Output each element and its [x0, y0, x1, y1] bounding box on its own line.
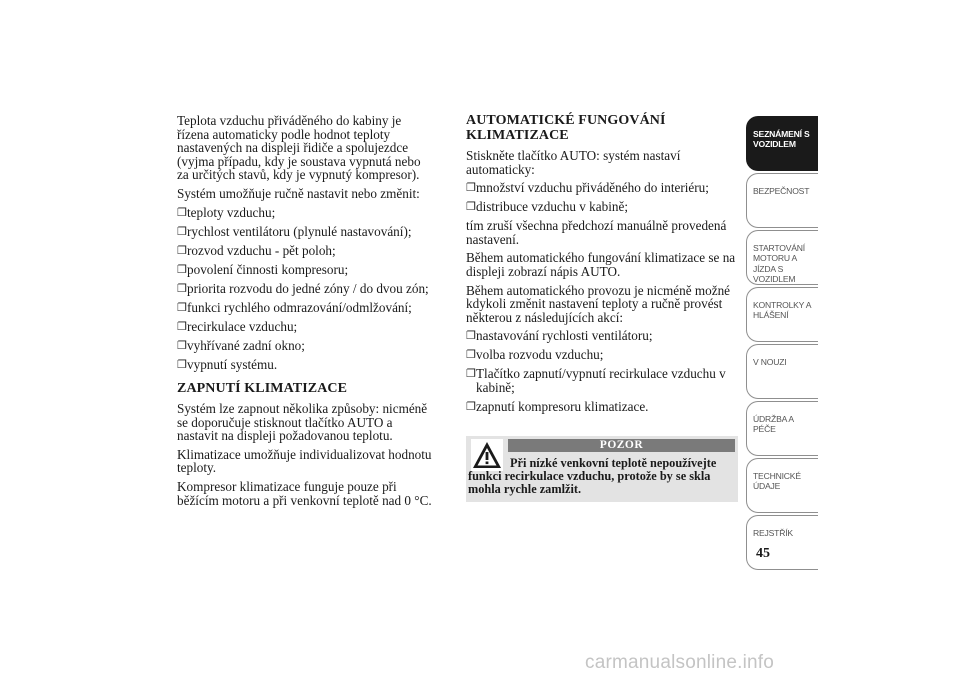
intro-paragraph: Teplota vzduchu přiváděného do kabiny je řízena automaticky podle hodnot teploty nastavených na displeji řidiče a spolujezdce (vyjma případu, kdy je soustava vypnutá nebo za určitých stavů, kdy je vypnutý kompresor).: [177, 113, 421, 183]
left-column: [177, 114, 435, 512]
warning-title: POZOR: [508, 439, 735, 452]
tab-kontrolky[interactable]: KONTROLKY A HLÁŠENÍ: [746, 287, 818, 342]
list-item: ❐ zapnutí kompresoru klimatizace.: [466, 398, 649, 414]
list-item: ❐ povolení činnosti kompresoru;: [177, 261, 349, 277]
manual-intro-paragraph: Systém umožňuje ručně nastavit nebo změnit:: [177, 185, 420, 201]
list-item: ❐ recirkulace vzduchu;: [177, 318, 298, 334]
list-item: ❐ teploty vzduchu;: [177, 204, 276, 220]
tab-bezpecnost[interactable]: BEZPEČNOST: [746, 173, 818, 228]
paragraph: Kompresor klimatizace funguje pouze při běžícím motoru a při venkovní teplotě nad 0 °C.: [177, 479, 432, 508]
bullet-box-icon: ❐: [177, 301, 187, 314]
paragraph: Systém lze zapnout několika způsoby: nicméně se doporučuje stisknout tlačítko AUTO a nastavit na displeji požadovanou teplotu.: [177, 401, 428, 444]
list-item: ❐ nastavování rychlosti ventilátoru;: [466, 328, 653, 344]
tab-rejstrik[interactable]: REJSTŘÍK: [746, 515, 818, 570]
tab-udrzba[interactable]: ÚDRŽBA A PÉČE: [746, 401, 818, 456]
list-item: ❐ distribuce vzduchu v kabině;: [466, 199, 628, 215]
list-item: ❐ vyhřívané zadní okno;: [177, 337, 305, 353]
section-heading: ZAPNUTÍ KLIMATIZACE: [177, 380, 348, 396]
warning-text: Při nízké venkovní teplotě nepoužívejte funkci recirkulace vzduchu, protože by se skla mohla rychle zamlžit.: [468, 455, 717, 497]
list-item: ❐ rozvod vzduchu - pět poloh;: [177, 242, 336, 258]
paragraph: Během automatického provozu je nicméně možné kdykoli změnit nastavení teploty a ručně provést některou z následujících akcí:: [466, 282, 731, 325]
chapter-tabs: [746, 116, 818, 572]
list-item: ❐ funkci rychlého odmrazování/odmlžování;: [177, 299, 412, 315]
tab-technicke-udaje[interactable]: TECHNICKÉ ÚDAJE: [746, 458, 818, 513]
list-item: ❐ priorita rozvodu do jedné zóny / do dvou zón;: [177, 280, 429, 296]
paragraph: Během automatického fungování klimatizace se na displeji zobrazí nápis AUTO.: [466, 250, 736, 279]
list-item: ❐ rychlost ventilátoru (plynulé nastavování);: [177, 223, 412, 239]
list-item: ❐ vypnutí systému.: [177, 356, 278, 372]
list-item: ❐ volba rozvodu vzduchu;: [466, 347, 604, 363]
bullet-box-icon: ❐: [466, 201, 476, 214]
list-item: ❐ Tlačítko zapnutí/vypnutí recirkulace vzduchu v kabině;: [466, 366, 726, 395]
bullet-box-icon: ❐: [177, 320, 187, 333]
tab-seznameni-s-vozidlem[interactable]: SEZNÁMENÍ S VOZIDLEM: [746, 116, 818, 171]
bullet-box-icon: ❐: [466, 368, 476, 381]
tab-startovani[interactable]: STARTOVÁNÍ MOTORU A JÍZDA S VOZIDLEM: [746, 230, 818, 285]
bullet-box-icon: ❐: [177, 244, 187, 257]
bullet-box-icon: ❐: [177, 339, 187, 352]
bullet-box-icon: ❐: [177, 358, 187, 371]
bullet-box-icon: ❐: [177, 263, 187, 276]
section-heading: AUTOMATICKÉ FUNGOVÁNÍ KLIMATIZACE: [466, 113, 666, 143]
paragraph: Stiskněte tlačítko AUTO: systém nastaví automaticky:: [466, 148, 681, 177]
page-number: 45: [756, 546, 770, 561]
bullet-box-icon: ❐: [466, 349, 476, 362]
bullet-box-icon: ❐: [466, 400, 476, 413]
paragraph: Klimatizace umožňuje individualizovat hodnotu teploty.: [177, 446, 432, 476]
paragraph: tím zruší všechna předchozí manuálně provedená nastavení.: [466, 218, 727, 247]
list-item: ❐ množství vzduchu přiváděného do interiéru;: [466, 180, 709, 196]
tab-v-nouzi[interactable]: V NOUZI: [746, 344, 818, 399]
bullet-box-icon: ❐: [177, 282, 187, 295]
watermark: carmanualsonline.info: [585, 652, 775, 673]
bullet-box-icon: ❐: [177, 206, 187, 219]
bullet-box-icon: ❐: [466, 330, 476, 343]
right-column: [466, 114, 738, 502]
bullet-box-icon: ❐: [466, 182, 476, 195]
warning-box: [466, 436, 738, 502]
bullet-box-icon: ❐: [177, 225, 187, 238]
